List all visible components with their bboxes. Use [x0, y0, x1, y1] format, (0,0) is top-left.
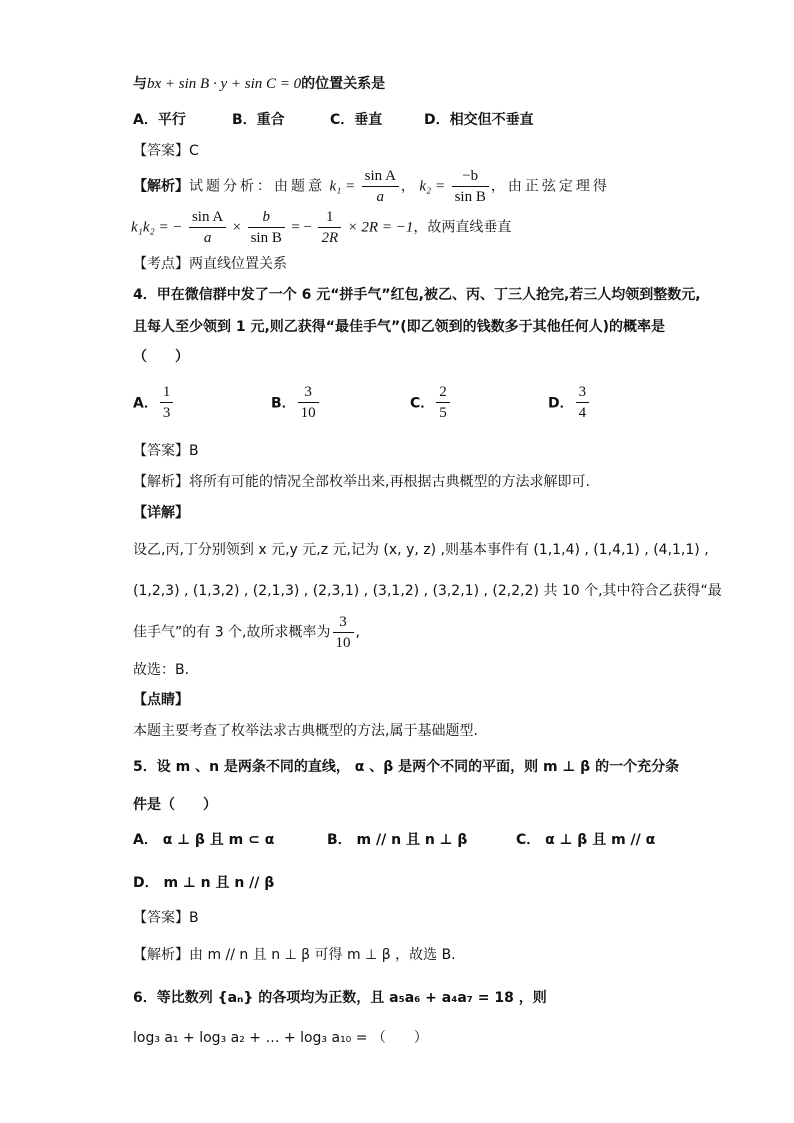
q4-option-b-num: 3	[298, 382, 319, 403]
q4-detail-line1: 设乙,丙,丁分别领到 x 元,y 元,z 元,记为 (x, y, z) ,则基本事件有 (1,1,4) , (1,4,1) , (4,1,1) ,	[133, 542, 709, 558]
q4-detail-line3-post: ,	[355, 624, 360, 641]
q4-detail-line3	[133, 612, 360, 653]
q5-answer: 【答案】B	[133, 910, 199, 926]
q4-choose: 故选：B.	[133, 662, 190, 678]
q4-detail-line2: (1,2,3) , (1,3,2) , (2,1,3) , (2,3,1) , (3,1,2) , (3,2,1) , (2,2,2) 共 10 个,其中符合乙获得“最	[133, 583, 722, 599]
q3-answer: 【答案】C	[133, 143, 199, 159]
q5-stem-line2: 件是（ ）	[133, 797, 217, 813]
q4-option-b-label: B．	[271, 395, 296, 412]
q3-kaodian: 【考点】两直线位置关系	[133, 256, 287, 272]
q4-option-b	[271, 382, 321, 423]
q4-detail-den: 10	[335, 635, 351, 651]
q3-analysis-line2	[131, 207, 511, 248]
q3-line2-f2-num: b	[248, 207, 285, 228]
q3-k2-fraction	[452, 166, 489, 207]
q3-stem-suffix: 的位置关系是	[301, 76, 386, 92]
q4-dianjing: 本题主要考查了枚举法求古典概型的方法,属于基础题型.	[133, 723, 478, 739]
q4-detail-fraction	[333, 612, 354, 653]
q4-answer: 【答案】B	[133, 443, 199, 459]
q4-option-d	[548, 382, 591, 423]
q3-k1-fraction	[362, 166, 399, 207]
q3-stem-formula: bx + sin B · y + sin C = 0	[147, 76, 302, 92]
q3-k2-den: sin B	[454, 189, 486, 205]
q3-line2-frac3	[318, 207, 341, 248]
q4-stem-line1: 4．甲在微信群中发了一个 6 元“拼手气”红包,被乙、丙、丁三人抢完,若三人均领到整数元,	[133, 287, 701, 303]
q3-line2-f1-num: sin A	[189, 207, 226, 228]
q4-option-d-fraction	[576, 382, 590, 423]
q5-stem-line1: 5．设 m 、n 是两条不同的直线， α 、β 是两个不同的平面，则 m ⊥ β 的一个充分条	[133, 759, 680, 775]
q5-option-c: C． α ⊥ β 且 m // α	[516, 832, 656, 848]
q3-k2-lhs: k₂ =	[419, 178, 446, 195]
q4-option-b-den: 10	[300, 405, 316, 421]
q3-option-a: A．平行	[133, 112, 186, 128]
q4-analysis: 【解析】将所有可能的情况全部枚举出来,再根据古典概型的方法求解即可.	[133, 474, 590, 490]
q4-detail-line3-pre: 佳手气”的有 3 个,故所求概率为	[133, 624, 331, 641]
q3-analysis-tag: 【解析】	[133, 178, 189, 195]
q4-option-d-label: D．	[548, 395, 574, 412]
q4-option-c-den: 5	[439, 405, 447, 421]
q5-option-b: B． m // n 且 n ⊥ β	[327, 832, 468, 848]
q3-line2-end: × 2R = −1	[347, 219, 414, 236]
q4-detail-tag: 【详解】	[133, 505, 189, 521]
q3-k1-num: sin A	[362, 166, 399, 187]
q3-line2-frac2	[248, 207, 285, 248]
q3-analysis-text: 试题分析：由题意	[189, 178, 325, 195]
q3-analysis-tail: ，由正弦定理得	[490, 178, 610, 195]
q3-analysis-line1: 【解析】试题分析：由题意 k₁ = $\frac{\text{sin A}}{a}$ ， k₂ = $\frac{-b}{\text{sin B}}$ ，由正弦定理得	[133, 168, 610, 205]
q3-line2-frac1	[189, 207, 226, 248]
q6-stem-line1: 6．等比数列 {aₙ} 的各项均为正数，且 a₅a₆ + a₄a₇ = 18 ，则	[133, 990, 547, 1006]
q3-option-d: D．相交但不垂直	[424, 112, 534, 128]
q4-stem-paren: （ ）	[133, 349, 189, 365]
q3-line2-f3-den: 2R	[321, 230, 339, 246]
q4-option-a-num: 1	[160, 382, 174, 403]
q3-line2-f1-den: a	[203, 230, 212, 246]
q3-line2-f2-den: sin B	[250, 230, 282, 246]
q4-dianjing-tag: 【点睛】	[133, 692, 189, 708]
q4-option-c-label: C．	[410, 395, 435, 412]
q4-option-c-fraction	[436, 382, 450, 423]
q3-k2-num: −b	[452, 166, 489, 187]
q3-option-b: B．重合	[232, 112, 285, 128]
q4-option-b-fraction	[298, 382, 319, 423]
q3-stem-prefix: 与	[133, 76, 147, 92]
q5-analysis: 【解析】由 m // n 且 n ⊥ β 可得 m ⊥ β ，故选 B.	[133, 947, 456, 963]
q3-stem	[133, 74, 385, 94]
q5-option-d: D． m ⊥ n 且 n // β	[133, 875, 275, 891]
q3-k1-lhs: k₁ =	[329, 178, 356, 195]
q4-detail-num: 3	[333, 612, 354, 633]
q3-line2-lhs: k₁k₂ = −	[131, 219, 183, 236]
q4-option-d-den: 4	[578, 405, 587, 421]
q4-option-a-den: 3	[162, 405, 171, 421]
q4-option-a-fraction	[160, 382, 174, 423]
q3-k1-den: a	[376, 189, 385, 205]
q4-option-c	[410, 382, 452, 423]
q4-option-a-label: A．	[133, 395, 158, 412]
q3-line2-times: ×	[232, 219, 242, 236]
q4-option-d-num: 3	[576, 382, 590, 403]
q4-stem-line2: 且每人至少领到 1 元,则乙获得“最佳手气”(即乙领到的钱数多于其他任何人)的概率是	[133, 319, 666, 335]
q5-option-a: A． α ⊥ β 且 m ⊂ α	[133, 832, 275, 848]
q3-line2-tail: ，故两直线垂直	[413, 219, 512, 236]
q4-option-c-num: 2	[436, 382, 450, 403]
q4-option-a	[133, 382, 175, 423]
q3-line2-mid: = −	[291, 219, 312, 236]
q3-line2-f3-num: 1	[318, 207, 341, 228]
q6-stem-line2: log₃ a₁ + log₃ a₂ + … + log₃ a₁₀ = （ ）	[133, 1030, 428, 1046]
q3-option-c: C．垂直	[330, 112, 383, 128]
